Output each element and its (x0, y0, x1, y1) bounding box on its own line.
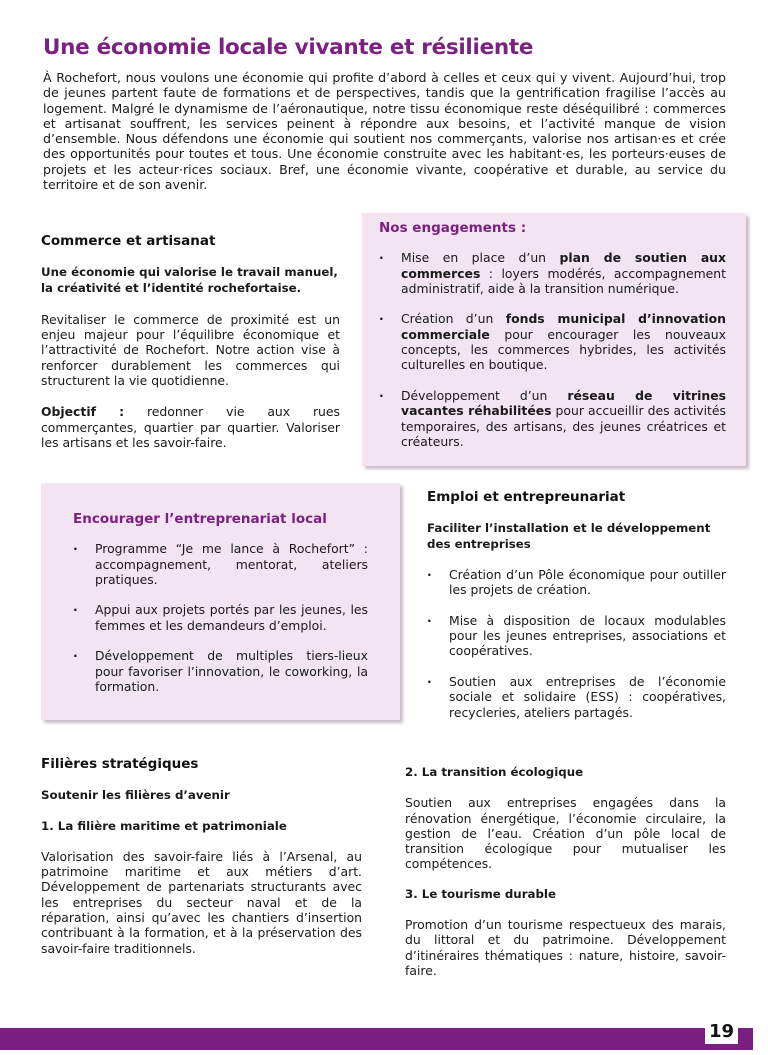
entrepreneuriat-box (41, 483, 400, 720)
list-item: · Programme “Je me lance à Rochefort” : accompagnement, mentorat, ateliers pratiques. (73, 541, 368, 587)
filiere-3-body: Promotion d’un tourisme respectueux des marais, du littoral et du patrimoine. Développement d’itinéraires thématiques : nature, histoire, savoir-faire. (405, 917, 726, 978)
list-item: · Développement d’un réseau de vitrines vacantes réhabilitées pour accueillir des activités temporaires, des artisans, des jeunes créatrices et créateurs. (379, 388, 726, 449)
objective-label: Objectif : (41, 404, 125, 420)
list-item: · Création d’un fonds municipal d’innovation commerciale pour encourager les nouveaux concepts, les commerces hybrides, les activités culturelles en boutique. (379, 311, 726, 372)
list-item: · Création d’un Pôle économique pour outiller les projets de création. (427, 567, 726, 598)
emploi-heading: Emploi et entrepreunariat (427, 489, 626, 505)
filieres-heading: Filières stratégiques (41, 756, 199, 772)
emploi-subheading: Faciliter l’installation et le développement des entreprises (427, 521, 711, 551)
list-item: · Développement de multiples tiers-lieux pour favoriser l’innovation, le coworking, la formation. (73, 648, 368, 694)
filieres-section-right (405, 765, 726, 978)
filiere-1-body: Valorisation des savoir-faire liés à l’Arsenal, au patrimoine maritime et aux métiers d’art. Développement de partenariats structurants avec les entreprises du secteur naval et de la réparation, ainsi qu’avec les chantiers d’insertion contribuant à la formation, et à la préservation des savoir-faire traditionnels. (41, 848, 362, 956)
list-item: · Appui aux projets portés par les jeunes, les femmes et les demandeurs d’emploi. (73, 602, 368, 633)
commerce-body: Revitaliser le commerce de proximité est un enjeu majeur pour l’équilibre économique et l’attractivité de Rochefort. Notre action vise à renforcer durablement les commerces qui structurent la vie quotidienne. (41, 311, 340, 389)
page-number: 19 (705, 1020, 738, 1044)
objective-text: redonner vie aux rues commerçantes, quartier par quartier. Valoriser les artisans et les savoir-faire. (41, 404, 340, 450)
engagements-title: Nos engagements : (379, 220, 527, 236)
emploi-list (427, 567, 726, 720)
footer-bar (0, 1028, 753, 1050)
filiere-2-title: 2. La transition écologique (405, 765, 584, 779)
list-item: · Soutien aux entreprises de l’économie sociale et solidaire (ESS) : coopératives, recycleries, ateliers partagés. (427, 674, 726, 720)
filiere-3-title: 3. Le tourisme durable (405, 886, 556, 901)
filieres-section (41, 757, 362, 956)
commerce-section (41, 234, 340, 450)
list-item: · Mise en place d’un plan de soutien aux commerces : loyers modérés, accompagnement administratif, aide à la transition numérique. (379, 250, 726, 296)
entrepreneuriat-box-title: Encourager l’entreprenariat local (73, 511, 327, 527)
filiere-2-body: Soutien aux entreprises engagées dans la rénovation énergétique, l’économie circulaire, la gestion de l’eau. Création d’un pôle local de transition écologique pour mutualiser les compétences. (405, 795, 726, 872)
page-title: Une économie locale vivante et résiliente (43, 35, 534, 60)
entrepreneuriat-list (73, 541, 368, 694)
list-item: · Mise à disposition de locaux modulables pour les jeunes entreprises, associations et coopératives. (427, 613, 726, 659)
intro-paragraph: À Rochefort, nous voulons une économie qui profite d’abord à celles et ceux qui y vivent. Aujourd’hui, trop de jeunes partent faute de formations et de perspectives, tandis que la gentrification fragilise l’accès au logement. Malgré le dynamisme de l’aéronautique, notre tissu économique reste déséquilibré : commerces et artisanat souffrent, les services peinent à répondre aux besoins, et l’activité manque de vision d’ensemble. Nous défendons une économie qui soutient nos commerçants, valorise nos artisan·es et crée des opportunités pour toutes et tous. Une économie construite avec les habitant·es, les porteurs·euses de projets et les acteur·rices sociaux. Bref, une économie vivante, coopérative et durable, au service du territoire et de son avenir. (43, 70, 726, 193)
commerce-subheading: Une économie qui valorise le travail manuel, la créativité et l’identité rochefortaise. (41, 265, 338, 295)
emploi-section (427, 490, 726, 735)
commerce-objective (41, 404, 340, 450)
filieres-subheading: Soutenir les filières d’avenir (41, 788, 230, 803)
filiere-1-title: 1. La filière maritime et patrimoniale (41, 818, 287, 833)
engagements-list (379, 250, 726, 449)
commerce-heading: Commerce et artisanat (41, 233, 216, 249)
engagements-box (362, 213, 746, 466)
